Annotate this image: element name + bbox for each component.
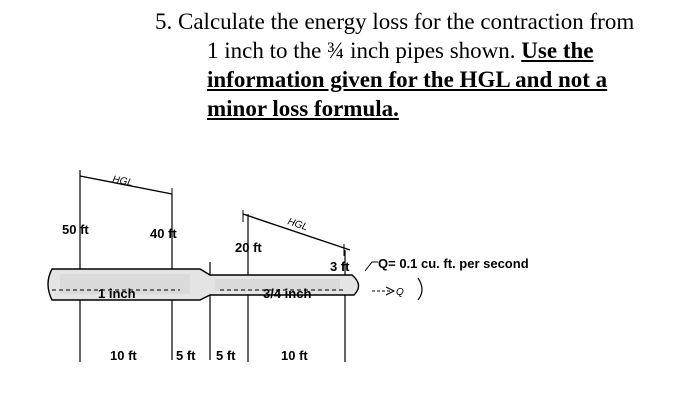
hgl-label-left: HGL — [111, 174, 134, 189]
head-label-20ft: 20 ft — [235, 240, 262, 255]
distance-label-10ft-left: 10 ft — [110, 348, 137, 363]
problem-line-3: information given for the HGL and not a — [207, 67, 608, 92]
head-label-40ft: 40 ft — [150, 226, 177, 241]
problem-emphasis-2: Use the — [521, 38, 594, 63]
flow-leader-icon — [365, 262, 378, 271]
distance-label-5ft-right: 5 ft — [216, 348, 236, 363]
head-label-50ft: 50 ft — [62, 222, 89, 237]
hgl-label-right: HGL — [286, 216, 310, 234]
head-label-3ft: 3 ft — [330, 259, 350, 274]
distance-label-10ft-right: 10 ft — [281, 348, 308, 363]
distance-label-5ft-left: 5 ft — [176, 348, 196, 363]
pipe-end-break-icon — [418, 278, 422, 300]
flow-rate-label: Q= 0.1 cu. ft. per second — [378, 256, 529, 271]
problem-line-4: minor loss formula. — [207, 96, 399, 121]
problem-number: 5. — [155, 9, 173, 34]
flow-symbol: Q — [396, 287, 404, 298]
problem-text-1: Calculate the energy loss for the contraction from — [178, 9, 635, 34]
pipe-label-1-inch: 1 inch — [98, 286, 136, 301]
pipe-label-3-4-inch: 3/4 inch — [263, 286, 312, 301]
problem-text-2: 1 inch to the ¾ inch pipes shown. — [207, 38, 516, 63]
